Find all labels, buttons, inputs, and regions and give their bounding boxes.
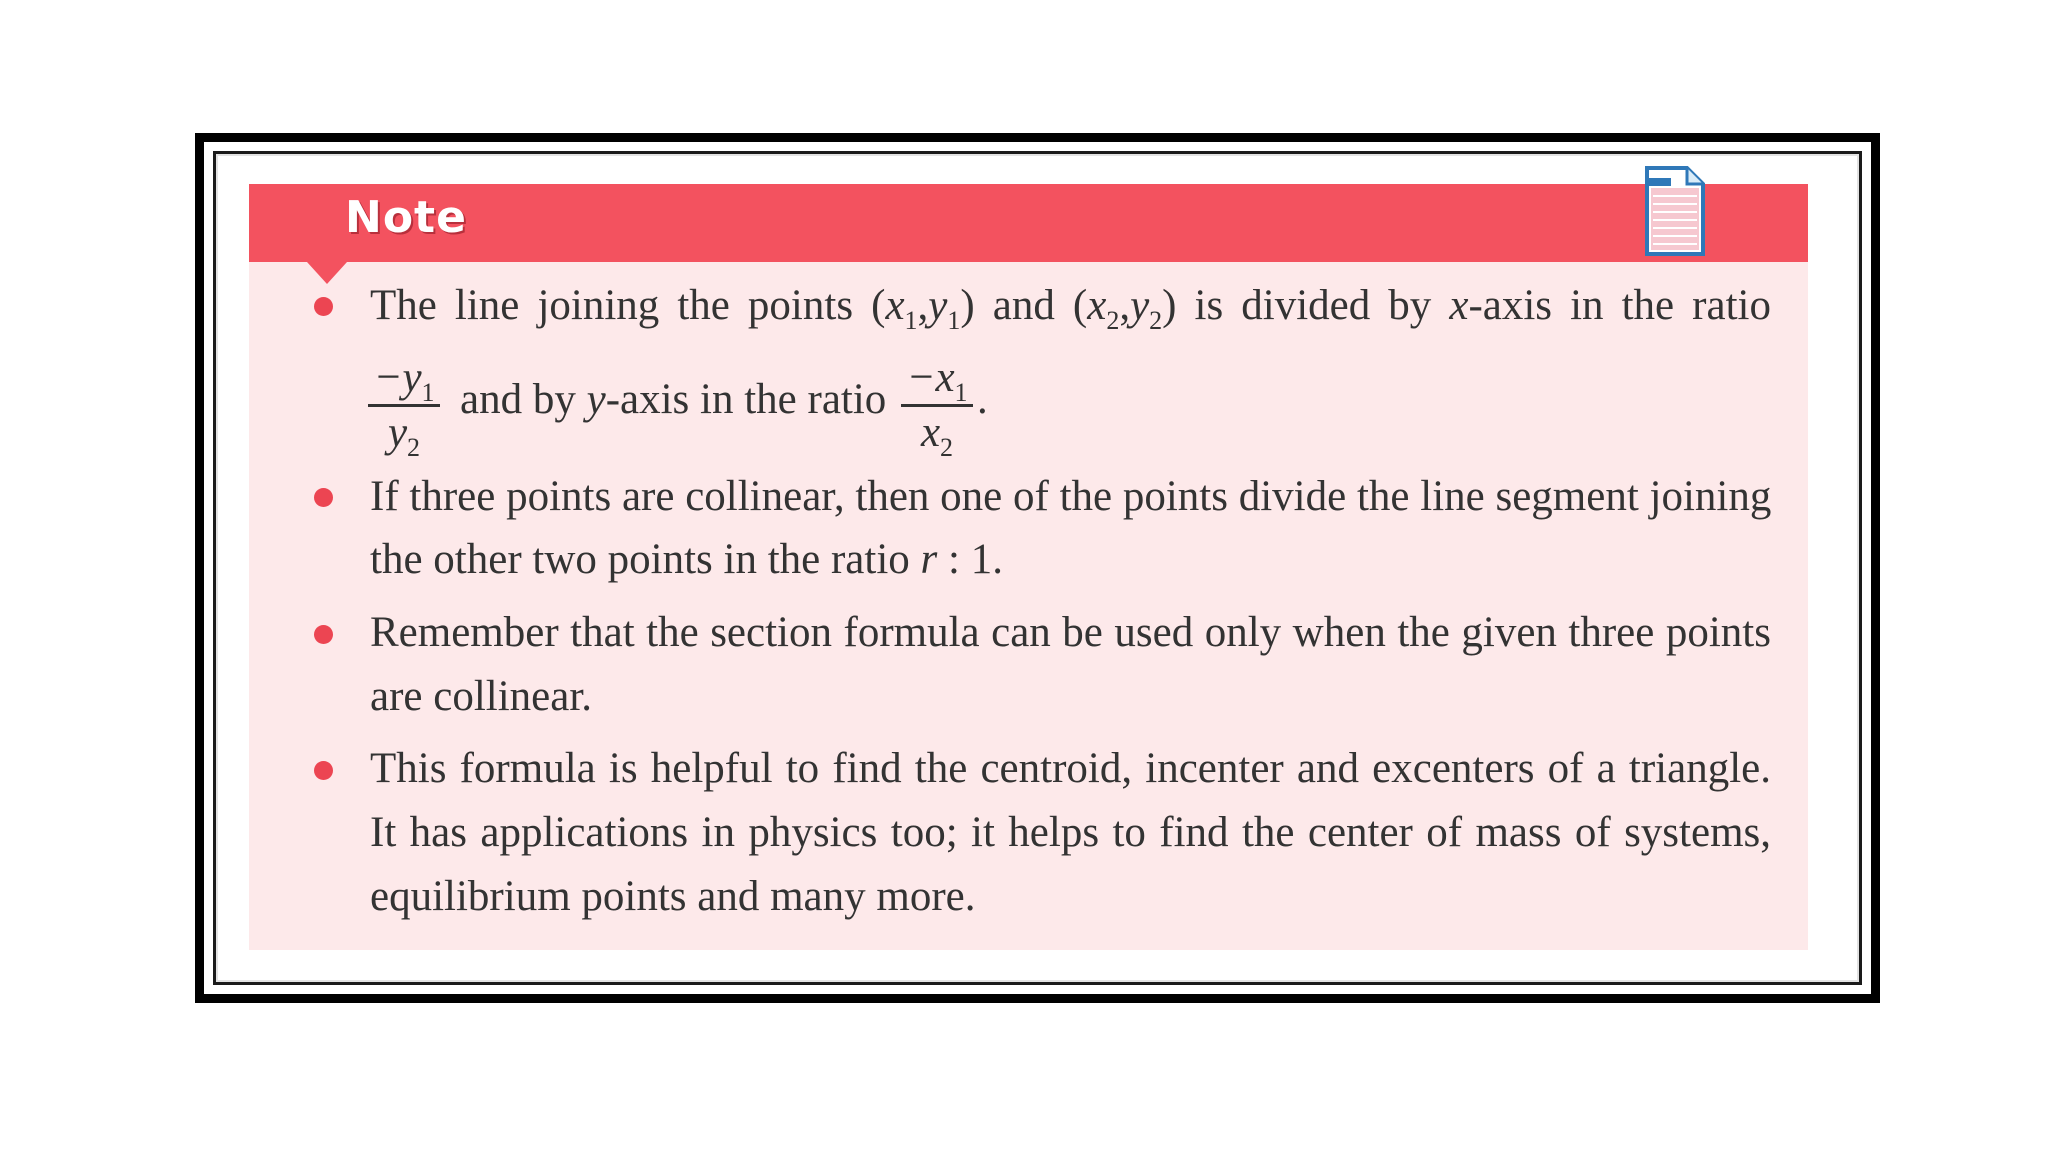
bullet4-line1: This formula is helpful to find the centroid, incenter and excenters of a triangle. xyxy=(370,745,1771,792)
note-box xyxy=(249,184,1808,950)
bullet4-line2: It has applications in physics too; it helps to find the center of mass of systems, xyxy=(370,809,1771,856)
bullet3-line1: Remember that the section formula can be used only when the given three points xyxy=(370,609,1771,656)
bullet-dot xyxy=(314,625,333,644)
fraction-period: . xyxy=(977,376,988,423)
bullet3-line2: are collinear. xyxy=(370,673,593,720)
bullet2-line1: If three points are collinear, then one of the points divide the line segment joining xyxy=(370,473,1772,520)
ratio-fraction-y: $-y_1$ $y_2$ xyxy=(368,356,440,455)
bullet4-line3: equilibrium points and many more. xyxy=(370,873,976,920)
bullet-dot xyxy=(314,297,333,316)
bullet-dot xyxy=(314,761,333,780)
ratio-fraction-x: $-x_1$ $x_2$ xyxy=(901,356,973,455)
bullet1-line2: and by y-axis in the ratio xyxy=(460,376,887,423)
bullet-dot xyxy=(314,488,333,507)
note-title: Note xyxy=(345,192,467,243)
bullet2-line2: the other two points in the ratio r : 1. xyxy=(370,536,1003,583)
bullet1-line1: The line joining the points $(x_1,y_1)$ and $(x_2,y_2)$ is divided by x-axis in the ratio xyxy=(370,282,1771,335)
note-bullet-list xyxy=(249,184,1808,950)
